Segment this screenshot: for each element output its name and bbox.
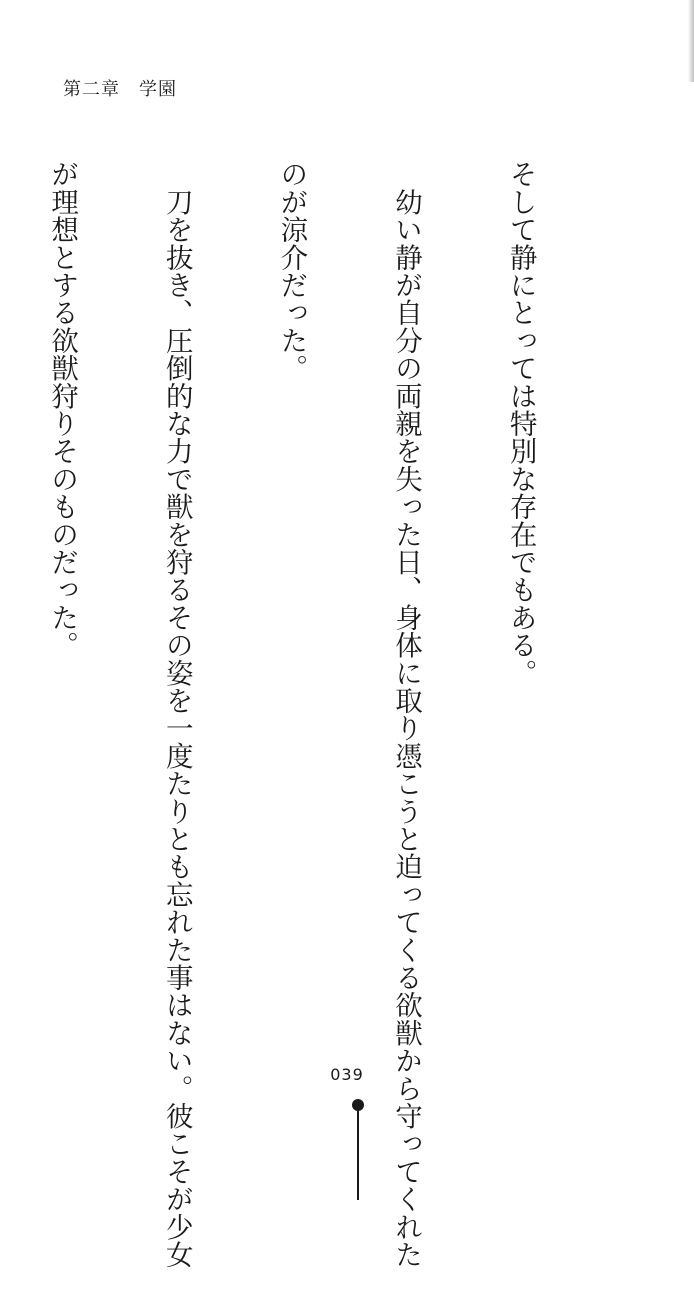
page-marker-line: [357, 1110, 359, 1200]
page-edge-shadow: [688, 0, 694, 82]
text-line: のが涼介だった。: [275, 160, 308, 382]
text-line: そして静にとっては特別な存在でもある。: [504, 160, 537, 687]
text-line: が理想とする欲獣狩りそのものだった。: [46, 160, 79, 659]
text-line: 幼い静が自分の両親を失った日、身体に取り憑こうと迫ってくる欲獣から守ってくれた: [389, 160, 422, 1268]
running-header: [63, 75, 177, 101]
text-line: 刀を抜き、圧倒的な力で獣を狩るその姿を一度たりとも忘れた事はない。彼こそが少女: [160, 160, 193, 1269]
page-number: 039: [330, 1065, 364, 1084]
chapter-title: 学園: [139, 79, 177, 100]
chapter-label: 第二章: [63, 79, 120, 100]
